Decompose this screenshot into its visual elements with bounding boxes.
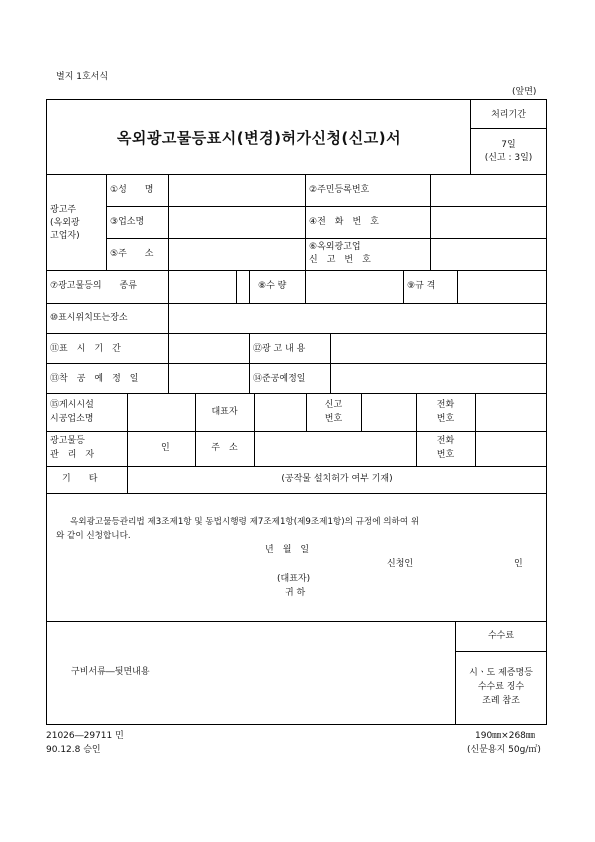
- installer-tel-label-2: 번호: [436, 414, 455, 424]
- quantity-label: ⑧수 량: [258, 281, 287, 291]
- footer-code: 21026―29711 민: [46, 731, 124, 741]
- statement-seal: 인: [514, 559, 523, 569]
- fee-line-3: 조례 참조: [482, 696, 520, 706]
- start-date-label: ⑬착 공 예 정 일: [50, 374, 139, 384]
- manager-tel-label-2: 번호: [436, 450, 455, 460]
- phone-label: ④전 화 번 호: [309, 217, 379, 227]
- manager-tel-label: 전화: [436, 436, 455, 446]
- fee-line-1: 시ㆍ도 제증명등: [469, 668, 533, 678]
- applicant-group-label: 광고주: [50, 205, 77, 215]
- display-period-label: ⑪표 시 기 간: [50, 344, 121, 354]
- manager-address-label: 주 소: [211, 443, 238, 453]
- statement-line-2: 와 같이 신청합니다.: [56, 531, 131, 541]
- manager-label: 광고물등: [50, 436, 85, 446]
- footer-paper-size: 190㎜×268㎜: [475, 731, 535, 741]
- etc-label: 기 타: [62, 474, 98, 484]
- address-label: ⑤주 소: [110, 249, 154, 259]
- statement-rep: (대표자): [277, 574, 311, 584]
- location-label: ⑩표시위치또는장소: [50, 313, 128, 323]
- form-number: 별지 1호서식: [56, 72, 109, 82]
- statement-line-1: 옥외광고물등관리법 제3조제1항 및 동법시행령 제7조제1항(제9조제1항)의 규정에 의하여 위: [70, 517, 420, 527]
- installer-tel-label: 전화: [436, 400, 455, 410]
- manager-seal: 인: [161, 443, 170, 453]
- fee-label: 수수료: [487, 631, 515, 641]
- footer-paper-type: (신문용지 50g/㎡): [467, 745, 541, 755]
- biz-registration-label: ⑥옥외광고업: [309, 242, 361, 252]
- applicant-group-label-2: (옥외광: [50, 218, 80, 228]
- business-name-label: ③업소명: [110, 217, 145, 227]
- installer-report-label-2: 번호: [324, 414, 343, 424]
- installer-label-2: 시공업소명: [50, 414, 94, 424]
- processing-period-label: 처리기간: [491, 110, 526, 120]
- form-title: 옥외광고물등표시(변경)허가신청(신고)서: [116, 129, 402, 147]
- installer-rep-label: 대표자: [211, 407, 238, 417]
- spec-label: ⑨규 격: [407, 281, 436, 291]
- processing-days: 7일: [501, 140, 516, 150]
- processing-report-days: (신고 : 3일): [484, 153, 533, 163]
- etc-note: (공작물 설치허가 여부 기재): [281, 474, 393, 484]
- installer-label: ⑮게시시설: [50, 400, 94, 410]
- statement-date: 년 월 일: [265, 545, 310, 555]
- fee-line-2: 수수료 징수: [477, 682, 525, 692]
- ad-content-label: ⑫광 고 내 용: [253, 344, 306, 354]
- resident-number-label: ②주민등록번호: [309, 185, 370, 195]
- applicant-name-label: ①성 명: [110, 185, 154, 195]
- statement-to: 귀 하: [285, 588, 306, 598]
- installer-report-label: 신고: [324, 400, 343, 410]
- applicant-group-label-3: 고업자): [50, 231, 80, 241]
- ad-type-label: ⑦광고물등의 종류: [50, 281, 137, 291]
- footer-approved: 90.12.8 승인: [46, 745, 101, 755]
- statement-applicant: 신청인: [387, 559, 414, 569]
- finish-date-label: ⑭준공예정일: [253, 374, 306, 384]
- front-side-label: (앞면): [512, 87, 537, 97]
- manager-label-2: 관 리 자: [50, 450, 95, 460]
- attachments-note: 구비서류―뒷면내용: [71, 667, 150, 677]
- biz-registration-label-2: 신 고 번 호: [309, 255, 371, 265]
